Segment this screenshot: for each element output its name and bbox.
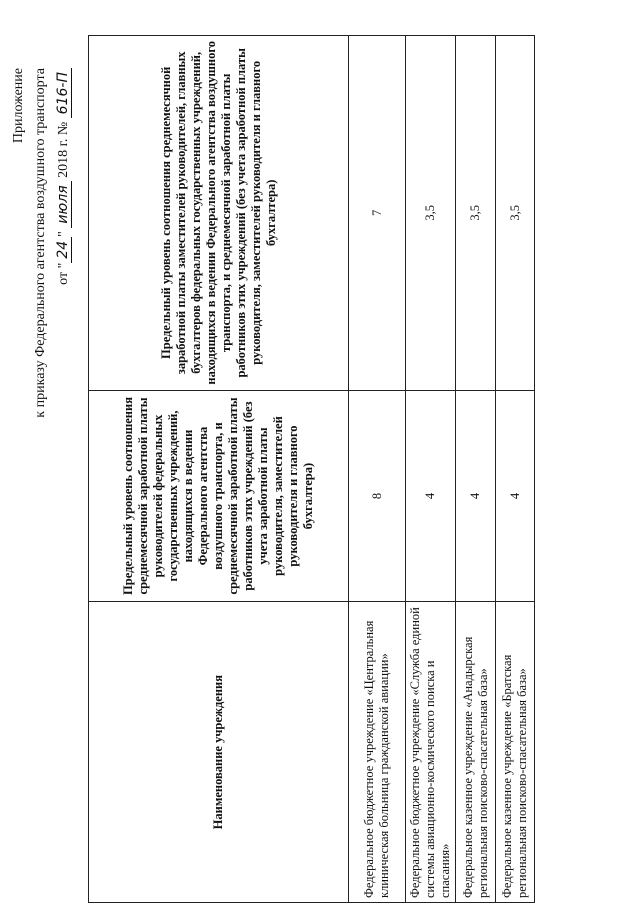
head-ratio-value: 4 (456, 390, 496, 602)
appendix-header (8, 68, 75, 488)
order-date-line (52, 68, 75, 488)
institution-name: Федеральное казенное учреждение «Братская региональная поисково-спасательная база» (496, 602, 535, 903)
date-mid: " (56, 231, 71, 237)
appendix-title: Приложение (11, 68, 26, 144)
deputy-ratio-value: 7 (349, 36, 406, 391)
institution-name: Федеральное казенное учреждение «Анадырская региональная поисково-спасательная база» (456, 602, 496, 903)
table-row (496, 36, 535, 903)
date-day: 24 (55, 237, 72, 263)
table-header-row (89, 36, 349, 903)
head-ratio-value: 4 (406, 390, 456, 602)
table-row (406, 36, 456, 903)
head-ratio-value: 4 (496, 390, 535, 602)
deputy-ratio-value: 3,5 (456, 36, 496, 391)
table-row (456, 36, 496, 903)
deputy-ratio-value: 3,5 (406, 36, 456, 391)
column-header-deputy-ratio: Предельный уровень соотношения среднемесячной заработной платы заместителей руководителей, главных бухгалтеров федеральных государственных учреждений, находящихся в ведении Федерального агентства воздушного транспорта, и среднемесячной заработной платы работников этих учреждений (без учета заработной платы руководителя, заместителей руководителя и главного бухгалтера) (89, 36, 349, 391)
table-row (349, 36, 406, 903)
date-year: 2018 г. № (56, 121, 71, 178)
order-reference: к приказу Федерального агентства воздушного транспорта (33, 68, 48, 418)
order-number: 616-П (55, 68, 72, 118)
institution-name: Федеральное бюджетное учреждение «Центральная клиническая больница гражданской авиации» (349, 602, 406, 903)
institution-name: Федеральное бюджетное учреждение «Служба единой системы авиационно-космического поиска и спасания» (406, 602, 456, 903)
date-month: июля (55, 181, 72, 227)
column-header-institution: Наименование учреждения (89, 602, 349, 903)
ratio-table (88, 35, 535, 903)
head-ratio-value: 8 (349, 390, 406, 602)
deputy-ratio-value: 3,5 (496, 36, 535, 391)
date-prefix: от " (56, 262, 71, 285)
column-header-head-ratio: Предельный уровень соотношения среднемесячной заработной платы руководителей федеральных государственных учреждений, находящихся в ведении Федерального агентства воздушного транспорта, и среднемесячной заработной платы работников этих учреждений (без учета заработной платы руководителя, заместителей руководителя и главного бухгалтера) (89, 390, 349, 602)
